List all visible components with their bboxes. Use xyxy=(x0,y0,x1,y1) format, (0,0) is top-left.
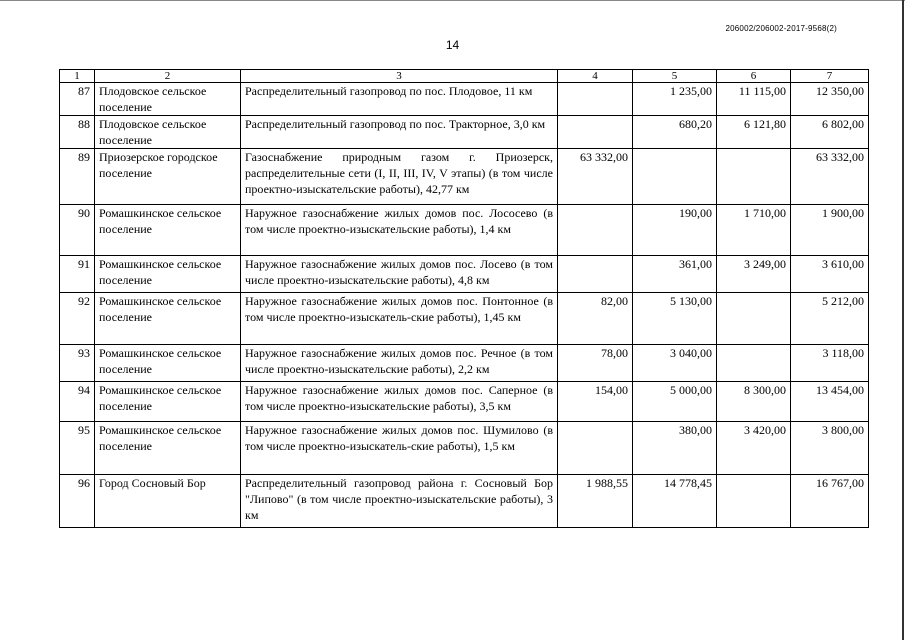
value-col-5: 5 130,00 xyxy=(633,293,717,345)
municipality-name: Плодовское сельское поселение xyxy=(95,116,241,149)
table-row xyxy=(60,205,869,256)
table-row xyxy=(60,293,869,345)
value-col-7: 3 800,00 xyxy=(791,422,869,475)
value-col-7: 1 900,00 xyxy=(791,205,869,256)
value-col-4 xyxy=(558,256,633,293)
value-col-5: 1 235,00 xyxy=(633,83,717,116)
municipality-name: Приозерское городское поселение xyxy=(95,149,241,205)
column-header: 5 xyxy=(633,70,717,83)
value-col-7: 3 610,00 xyxy=(791,256,869,293)
column-header: 6 xyxy=(717,70,791,83)
row-number: 89 xyxy=(60,149,95,205)
value-col-5: 190,00 xyxy=(633,205,717,256)
table-row xyxy=(60,382,869,422)
value-col-6: 6 121,80 xyxy=(717,116,791,149)
municipality-name: Ромашкинское сельское поселение xyxy=(95,382,241,422)
column-header: 4 xyxy=(558,70,633,83)
document-code: 206002/206002-2017-9568(2) xyxy=(725,24,837,33)
value-col-7: 3 118,00 xyxy=(791,345,869,382)
table-row xyxy=(60,422,869,475)
value-col-6 xyxy=(717,345,791,382)
row-number: 95 xyxy=(60,422,95,475)
table-row xyxy=(60,149,869,205)
value-col-5: 3 040,00 xyxy=(633,345,717,382)
row-number: 90 xyxy=(60,205,95,256)
project-description: Наружное газоснабжение жилых домов пос. Шумилово (в том числе проектно-изыскатель-ские работы), 1,5 км xyxy=(241,422,558,475)
table-row xyxy=(60,475,869,528)
value-col-4: 82,00 xyxy=(558,293,633,345)
municipality-name: Ромашкинское сельское поселение xyxy=(95,256,241,293)
value-col-5: 14 778,45 xyxy=(633,475,717,528)
value-col-6 xyxy=(717,475,791,528)
project-description: Наружное газоснабжение жилых домов пос. Саперное (в том числе проектно-изыскательские работы), 3,5 км xyxy=(241,382,558,422)
value-col-6: 3 420,00 xyxy=(717,422,791,475)
value-col-5: 380,00 xyxy=(633,422,717,475)
value-col-7: 13 454,00 xyxy=(791,382,869,422)
value-col-4: 63 332,00 xyxy=(558,149,633,205)
value-col-6 xyxy=(717,293,791,345)
value-col-4 xyxy=(558,422,633,475)
table-row xyxy=(60,345,869,382)
value-col-4 xyxy=(558,83,633,116)
project-description: Наружное газоснабжение жилых домов пос. Понтонное (в том числе проектно-изыскатель-ские работы), 1,45 км xyxy=(241,293,558,345)
project-description: Наружное газоснабжение жилых домов пос. Лососево (в том числе проектно-изыскательские работы), 1,4 км xyxy=(241,205,558,256)
municipality-name: Ромашкинское сельское поселение xyxy=(95,345,241,382)
value-col-6: 1 710,00 xyxy=(717,205,791,256)
row-number: 93 xyxy=(60,345,95,382)
value-col-7: 5 212,00 xyxy=(791,293,869,345)
value-col-7: 63 332,00 xyxy=(791,149,869,205)
gas-supply-table xyxy=(59,69,869,528)
row-number: 87 xyxy=(60,83,95,116)
page-number: 14 xyxy=(445,38,460,52)
project-description: Газоснабжение природным газом г. Приозерск, распределительные сети (I, II, III, IV, V этапы) (в том числе проектно-изыскательские работы), 42,77 км xyxy=(241,149,558,205)
row-number: 96 xyxy=(60,475,95,528)
municipality-name: Ромашкинское сельское поселение xyxy=(95,205,241,256)
project-description: Распределительный газопровод по пос. Тракторное, 3,0 км xyxy=(241,116,558,149)
municipality-name: Город Сосновый Бор xyxy=(95,475,241,528)
project-description: Наружное газоснабжение жилых домов пос. Лосево (в том числе проектно-изыскательские работы), 4,8 км xyxy=(241,256,558,293)
value-col-6 xyxy=(717,149,791,205)
value-col-6: 3 249,00 xyxy=(717,256,791,293)
row-number: 94 xyxy=(60,382,95,422)
column-header: 3 xyxy=(241,70,558,83)
project-description: Распределительный газопровод района г. Сосновый Бор "Липово" (в том числе проектно-изыскательские работы), 3 км xyxy=(241,475,558,528)
column-header: 7 xyxy=(791,70,869,83)
row-number: 88 xyxy=(60,116,95,149)
value-col-5: 680,20 xyxy=(633,116,717,149)
municipality-name: Ромашкинское сельское поселение xyxy=(95,293,241,345)
value-col-4: 154,00 xyxy=(558,382,633,422)
value-col-5: 361,00 xyxy=(633,256,717,293)
column-header: 2 xyxy=(95,70,241,83)
value-col-4: 1 988,55 xyxy=(558,475,633,528)
project-description: Распределительный газопровод по пос. Плодовое, 11 км xyxy=(241,83,558,116)
value-col-5 xyxy=(633,149,717,205)
table-row xyxy=(60,256,869,293)
column-header: 1 xyxy=(60,70,95,83)
value-col-4 xyxy=(558,205,633,256)
municipality-name: Плодовское сельское поселение xyxy=(95,83,241,116)
value-col-4 xyxy=(558,116,633,149)
value-col-5: 5 000,00 xyxy=(633,382,717,422)
row-number: 92 xyxy=(60,293,95,345)
row-number: 91 xyxy=(60,256,95,293)
table-row xyxy=(60,116,869,149)
page-right-edge xyxy=(902,0,904,640)
value-col-6: 11 115,00 xyxy=(717,83,791,116)
municipality-name: Ромашкинское сельское поселение xyxy=(95,422,241,475)
value-col-6: 8 300,00 xyxy=(717,382,791,422)
value-col-7: 6 802,00 xyxy=(791,116,869,149)
value-col-4: 78,00 xyxy=(558,345,633,382)
value-col-7: 16 767,00 xyxy=(791,475,869,528)
project-description: Наружное газоснабжение жилых домов пос. Речное (в том числе проектно-изыскательские работы), 2,2 км xyxy=(241,345,558,382)
value-col-7: 12 350,00 xyxy=(791,83,869,116)
table-header-row xyxy=(60,70,869,83)
table-row xyxy=(60,83,869,116)
page-top-edge xyxy=(0,0,905,1)
